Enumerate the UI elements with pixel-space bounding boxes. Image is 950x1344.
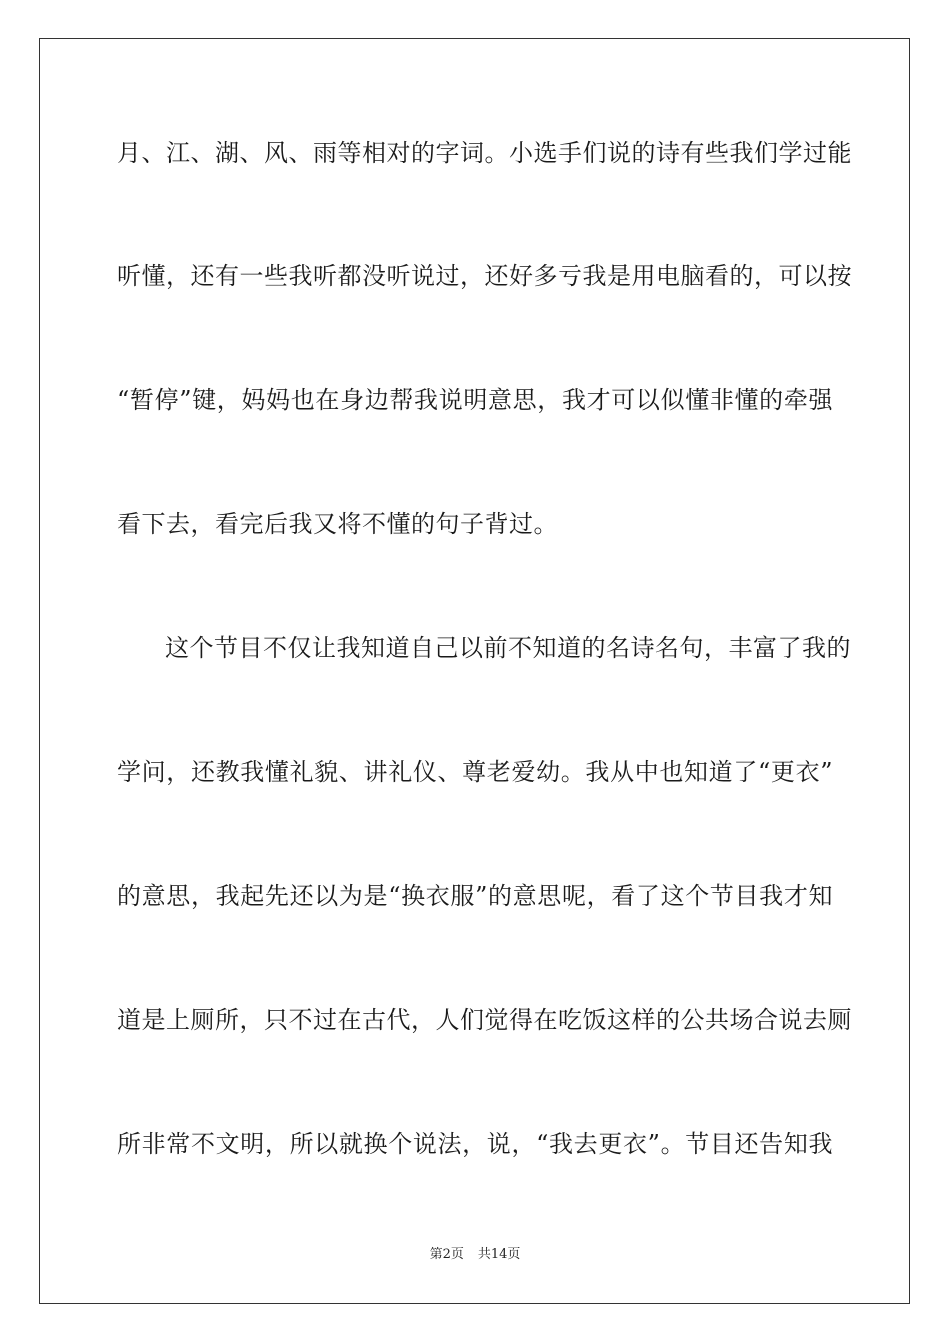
page-number: 第2页 (429, 1247, 464, 1262)
body-text-line-7: 的意思，我起先还以为是“换衣服”的意思呢，看了这个节目我才知 (117, 882, 833, 910)
body-text-line-6: 学问，还教我懂礼貌、讲礼仪、尊老爱幼。我从中也知道了“更衣” (117, 758, 833, 786)
body-text-line-9: 所非常不文明，所以就换个说法，说，“我去更衣”。节目还告知我 (117, 1130, 833, 1158)
body-text-line-3: “暂停”键，妈妈也在身边帮我说明意思，我才可以似懂非懂的牵强 (117, 386, 833, 414)
page-border (39, 38, 910, 1304)
body-text-line-2: 听懂，还有一些我听都没听说过，还好多亏我是用电脑看的，可以按 (117, 262, 852, 290)
page-footer (0, 1246, 950, 1264)
page-total: 共14页 (477, 1247, 521, 1262)
body-text-line-8: 道是上厕所，只不过在古代，人们觉得在吃饭这样的公共场合说去厕 (117, 1006, 852, 1034)
body-text-line-4: 看下去，看完后我又将不懂的句子背过。 (117, 510, 558, 538)
body-text-line-1: 月、江、湖、风、雨等相对的字词。小选手们说的诗有些我们学过能 (117, 139, 852, 167)
body-text-line-5: 这个节目不仅让我知道自己以前不知道的名诗名句，丰富了我的 (165, 634, 851, 662)
